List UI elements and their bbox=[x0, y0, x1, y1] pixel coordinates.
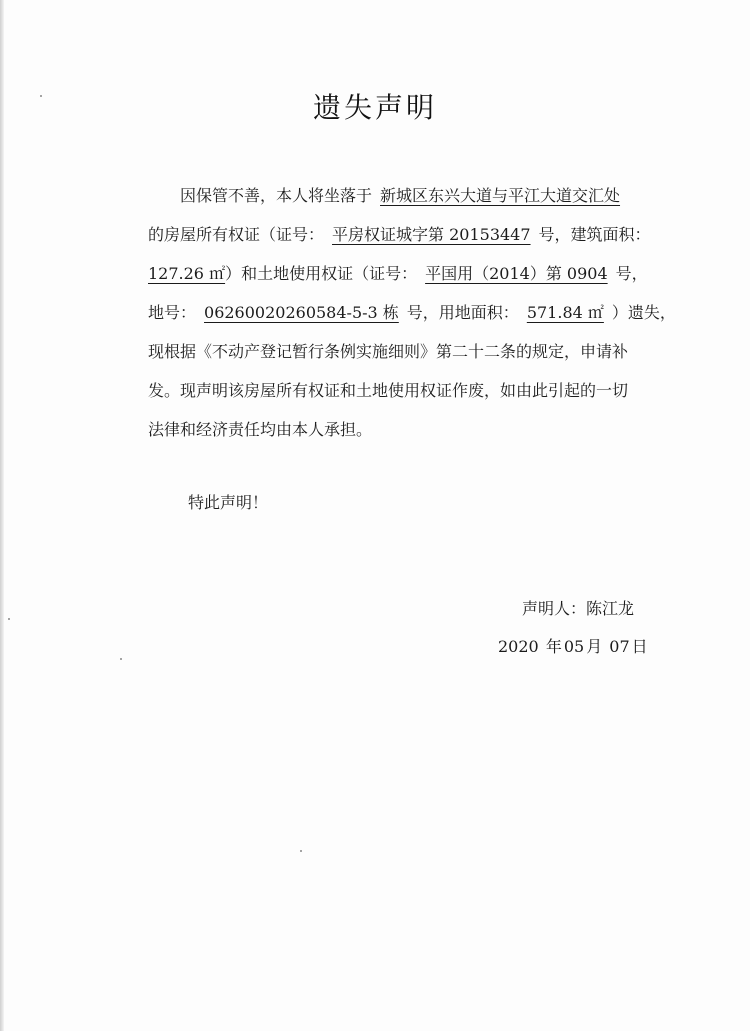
land-certificate-number: 平国用（2014）第 0904 bbox=[425, 264, 608, 283]
building-area: 127.26 ㎡ bbox=[148, 264, 226, 283]
text-segment: 号，建筑面积： bbox=[538, 225, 651, 244]
scan-speck bbox=[8, 618, 10, 620]
land-area: 571.84 ㎡ bbox=[526, 303, 604, 322]
text-segment: ）遗失， bbox=[611, 303, 676, 322]
scan-speck bbox=[300, 850, 302, 852]
date-day-unit: 日 bbox=[631, 637, 648, 656]
property-location: 新城区东兴大道与平江大道交汇处 bbox=[380, 186, 621, 205]
statement-line-3 bbox=[148, 254, 668, 293]
date-day: 07 bbox=[609, 637, 630, 656]
date-month: 05 bbox=[563, 637, 585, 656]
text-segment: 因保管不善，本人将坐落于 bbox=[180, 186, 373, 205]
text-segment: 的房屋所有权证（证号： bbox=[148, 225, 325, 244]
statement-body bbox=[148, 176, 676, 449]
date-year-unit: 年 bbox=[545, 637, 562, 656]
statement-line-4 bbox=[148, 293, 676, 332]
house-certificate-number: 平房权证城字第 20153447 bbox=[332, 225, 531, 244]
date-month-unit: 月 bbox=[586, 637, 603, 656]
text-segment: 号，用地面积： bbox=[406, 303, 519, 322]
scan-speck bbox=[120, 658, 122, 660]
text-segment: 号， bbox=[615, 264, 648, 283]
statement-line-2 bbox=[148, 215, 668, 254]
statement-line-1 bbox=[148, 176, 668, 215]
statement-line-6: 发。现声明该房屋所有权证和土地使用权证作废，如由此引起的一切 bbox=[148, 381, 629, 400]
document-title: 遗失声明 bbox=[312, 91, 437, 124]
text-segment: 地号： bbox=[148, 303, 197, 322]
scan-speck bbox=[40, 95, 42, 97]
scan-edge-shadow bbox=[0, 0, 4, 1031]
lot-number: 06260020260584-5-3 栋 bbox=[204, 303, 399, 322]
date-year: 2020 bbox=[498, 637, 539, 656]
text-segment: ）和土地使用权证（证号： bbox=[225, 264, 418, 283]
declaration-date bbox=[498, 634, 650, 657]
statement-line-5: 现根据《不动产登记暂行条例实施细则》第二十二条的规定，申请补 bbox=[148, 342, 629, 361]
closing-remark: 特此声明！ bbox=[188, 493, 269, 512]
statement-line-7: 法律和经济责任均由本人承担。 bbox=[148, 420, 373, 439]
declarant bbox=[522, 596, 634, 619]
declarant-label: 声明人： bbox=[522, 599, 587, 618]
declarant-name: 陈江龙 bbox=[586, 599, 635, 618]
